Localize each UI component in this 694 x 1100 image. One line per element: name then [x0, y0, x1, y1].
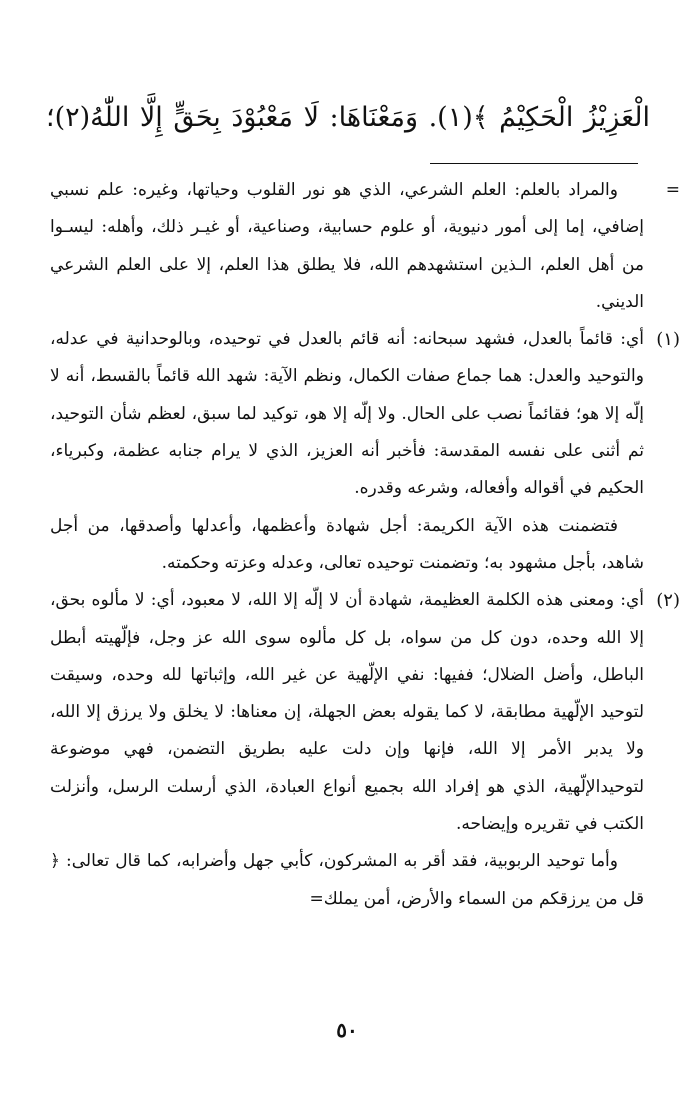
footnote-1 — [50, 321, 680, 582]
footnote-2-number: (٢) — [656, 590, 680, 612]
footnotes-section — [50, 172, 680, 918]
footnote-separator — [430, 163, 638, 164]
footnote-2 — [50, 582, 680, 918]
footnote-1-paragraph-1: أي: قائماً بالعدل، فشهد سبحانه: أنه قائم بالعدل في توحيده، وبالوحدانية في عدله، والتوحيد والعدل: هما جماع صفات الكمال، ونظم الآية: شهد الله قائماً بالقسط، أنه لا إلّه إلا هو؛ فقائماً نصب على الحال. ولا إلّه إلا هو، توكيد لما سبق، لعظم شأن التوحيد، ثم أثنى على نفسه المقدسة: فأخبر أنه العزيز، الذي لا يرام جنابه عظمة، وكبرياء، الحكيم في أقواله وأفعاله، وشرعه وقدره. — [50, 329, 644, 499]
footnote-1-paragraph-2: فتضمنت هذه الآية الكريمة: أجل شهادة وأعظمها، وأعدلها وأصدقها، من أجل شاهد، بأجل مشهود به؛ وتضمنت توحيده تعالى، وعدله وعزته وحكمته. — [50, 515, 644, 573]
footnote-continuation — [50, 172, 680, 321]
footnote-1-number: (١) — [656, 329, 680, 351]
main-text-line: الْعَزِيْزُ الْحَكِيْمُ ﴾(١). وَمَعْنَاهَا: لَا مَعْبُوْدَ بِحَقٍّ إِلَّا اللّٰهُ(٢)؛ — [46, 102, 650, 133]
footnote-2-paragraph-1: أي: ومعنى هذه الكلمة العظيمة، شهادة أن لا إلّه إلا الله، لا معبود، أي: لا مألوه بحق، إلا الله وحده، دون كل من سواه، بل كل مألوه سوى الله عز وجل، فإلّهيته أبطل الباطل، وأضل الضلال؛ ففيها: نفي الإلّهية عن غير الله، وإثباتها لله وحده، وسيقت لتوحيد الإلّهية مطابقة، لا كما يقوله بعض الجهلة، إن معناها: لا يخلق ولا يرزق إلا الله، ولا يدبر الأمر إلا الله، فإنها وإن دلت عليه بطريق التضمن، فهي موضوعة لتوحيدالإلّهية، الذي هو إفراد الله بجميع أنواع العبادة، الذي أرسلت الرسل، وأنزلت الكتب في تقريره وإيضاحه. — [50, 590, 644, 835]
footnote-2-paragraph-2: وأما توحيد الربوبية، فقد أقر به المشركون، كأبي جهل وأضرابه، كما قال تعالى: ﴿ قل من يرزقكم من السماء والأرض، أمن يملك= — [50, 851, 644, 909]
page-number: ٥٠ — [336, 1018, 358, 1042]
footnote-continuation-text: والمراد بالعلم: العلم الشرعي، الذي هو نور القلوب وحياتها، وغيره: علم نسبي إضافي، إما إلى أمور دنيوية، أو علوم حسابية، وصناعية، أو غيـر ذلك، وأهله: ليسـوا من أهل العلم، الـذين استشهدهم الله، فلا يطلق هذا العلم، إلا على العلم الشرعي الديني. — [50, 180, 644, 312]
continuation-marker: = — [665, 180, 680, 200]
